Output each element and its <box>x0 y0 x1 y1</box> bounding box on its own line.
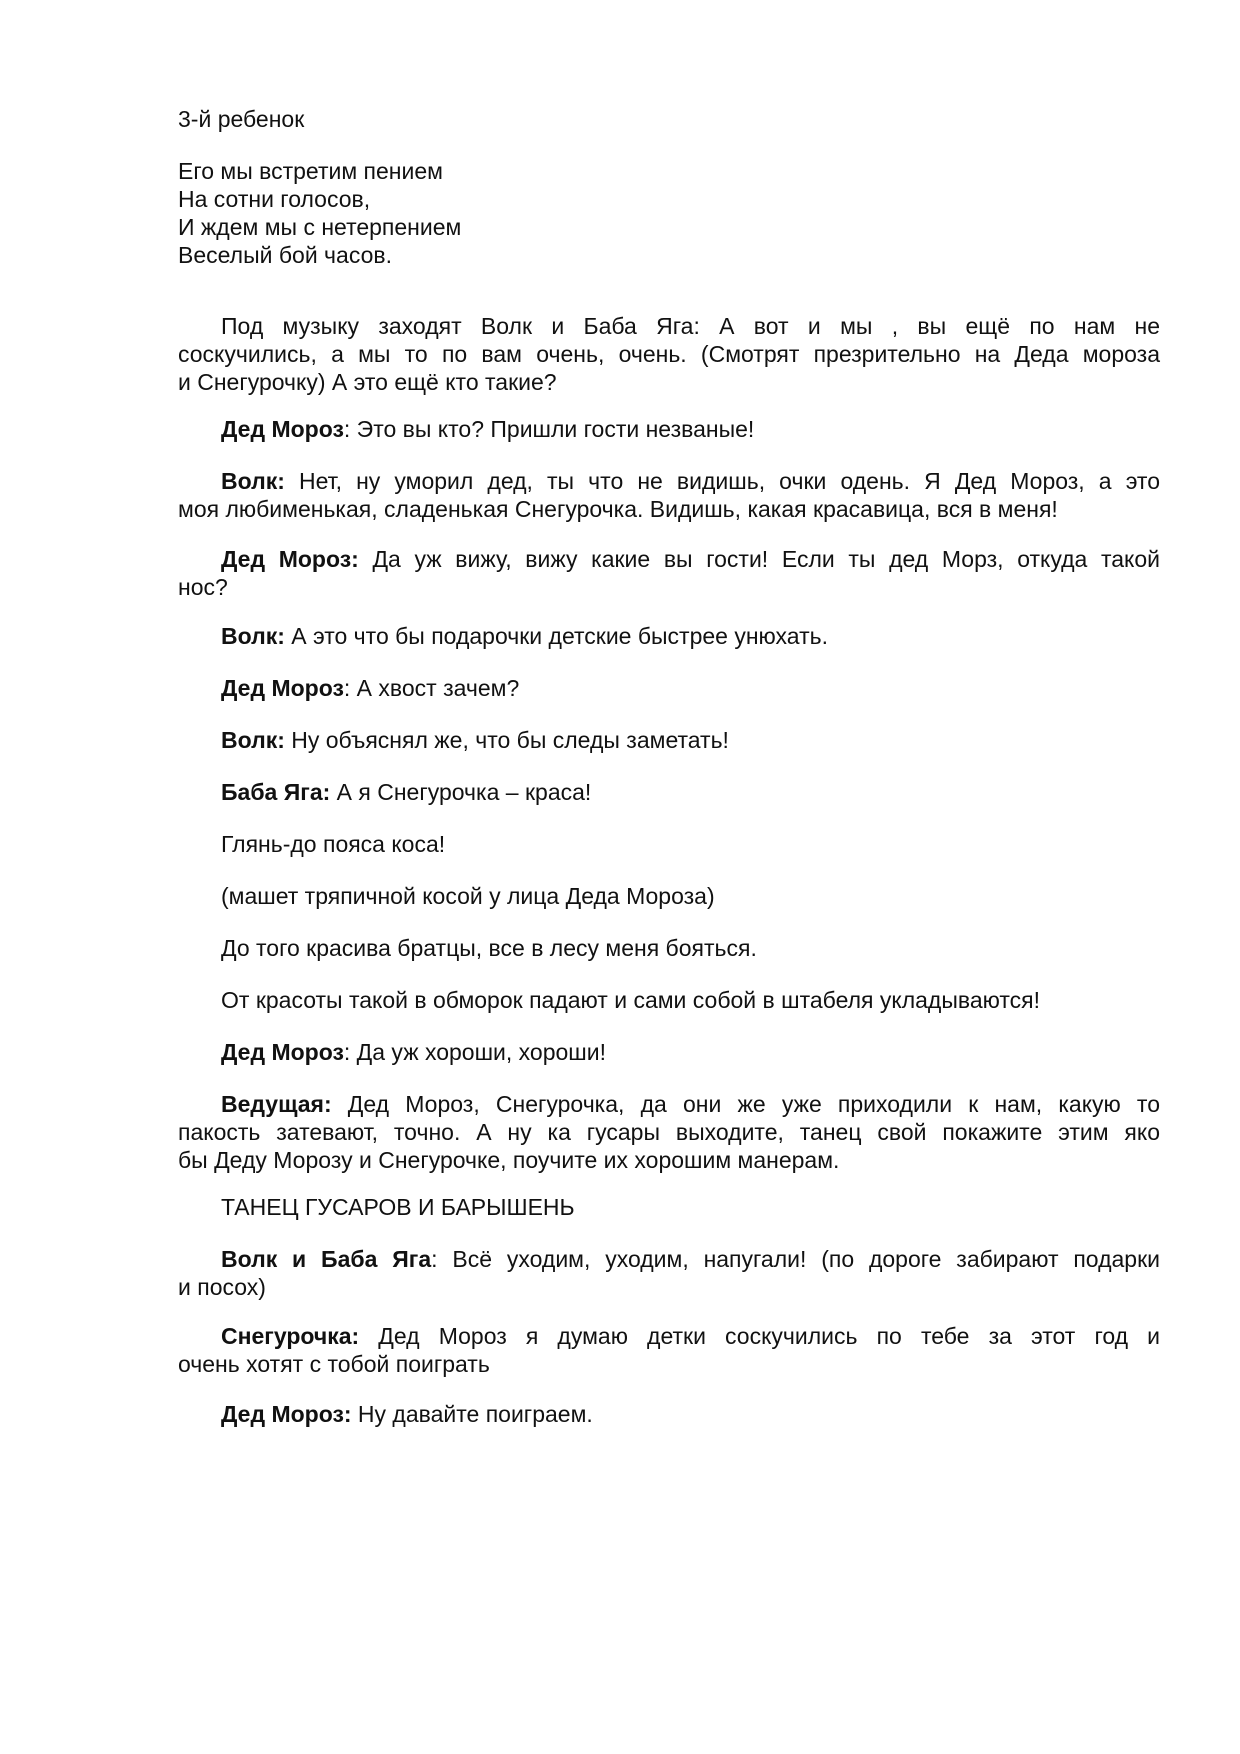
speaker-name: Дед Мороз <box>221 675 344 701</box>
dialogue-text: Нет, ну уморил дед, ты что не видишь, очки одень. Я Дед Мороз, а это <box>284 468 1160 494</box>
speaker-name: Волк: <box>221 623 285 649</box>
dialogue-text: (машет тряпичной косой у лица Деда Мороза) <box>221 883 715 909</box>
dialogue-text: Да уж вижу, вижу какие вы гости! Если ты дед Морз, откуда такой <box>358 546 1160 572</box>
dialogue-line <box>221 778 591 806</box>
dialogue-text: бы Деду Морозу и Снегурочке, поучите их хорошим манерам. <box>178 1147 840 1173</box>
dialogue-line <box>221 726 729 754</box>
dialogue-line <box>221 1038 606 1066</box>
speaker-name: Дед Мороз <box>221 1039 344 1065</box>
stage-direction <box>221 1193 575 1221</box>
dialogue-text: Дед Мороз я думаю детки соскучились по тебе за этот год и <box>359 1323 1160 1349</box>
dialogue-text: Дед Мороз, Снегурочка, да они же уже приходили к нам, какую то <box>331 1091 1160 1117</box>
dialogue-text: нос? <box>178 574 228 600</box>
verse-line: На сотни голосов, <box>178 186 371 212</box>
speaker-name: Дед Мороз: <box>221 546 359 572</box>
speaker-name: Ведущая: <box>221 1091 332 1117</box>
dialogue-line <box>221 674 519 702</box>
intro-line: соскучились, а мы то по вам очень, очень. (Смотрят презрительно на Деда мороза <box>178 341 1160 367</box>
speaker-name: Снегурочка: <box>221 1323 360 1349</box>
intro-line: и Снегурочку) А это ещё кто такие? <box>178 369 557 395</box>
verse-line: И ждем мы с нетерпением <box>178 214 462 240</box>
dialogue-text: А я Снегурочка – краса! <box>330 779 592 805</box>
dialogue-text: Ну объяснял же, что бы следы заметать! <box>284 727 729 753</box>
dialogue-text: : Да уж хороши, хороши! <box>343 1039 606 1065</box>
dialogue-text: Глянь-до пояса коса! <box>221 831 446 857</box>
speaker-name: Дед Мороз <box>221 416 344 442</box>
dialogue-text: До того красива братцы, все в лесу меня бояться. <box>221 935 757 961</box>
speaker-name: Баба Яга: <box>221 779 331 805</box>
dialogue-paragraph <box>178 1090 1160 1174</box>
dialogue-text: очень хотят с тобой поиграть <box>178 1351 490 1377</box>
dialogue-text: и посох) <box>178 1274 266 1300</box>
dialogue-text: От красоты такой в обморок падают и сами собой в штабеля укладываются! <box>221 987 1040 1013</box>
intro-paragraph <box>178 312 1160 396</box>
stage-direction <box>221 882 715 910</box>
speaker-name: Дед Мороз: <box>221 1401 352 1427</box>
dialogue-text: ТАНЕЦ ГУСАРОВ И БАРЫШЕНЬ <box>221 1194 575 1220</box>
dialogue-text: : А хвост зачем? <box>343 675 520 701</box>
dialogue-line <box>221 622 828 650</box>
speaker-name: Волк и Баба Яга <box>221 1246 432 1272</box>
dialogue-text: : Всё уходим, уходим, напугали! (по дороге забирают подарки <box>431 1246 1161 1272</box>
dialogue-line <box>221 1400 593 1428</box>
verse-line: Веселый бой часов. <box>178 242 392 268</box>
dialogue-text: А это что бы подарочки детские быстрее унюхать. <box>284 623 828 649</box>
verse-line: Его мы встретим пением <box>178 158 443 184</box>
section-heading: 3-й ребенок <box>178 106 305 132</box>
dialogue-line <box>221 934 757 962</box>
dialogue-paragraph <box>178 467 1160 523</box>
verse-stanza <box>178 157 1160 269</box>
dialogue-paragraph <box>178 545 1160 601</box>
dialogue-line <box>221 986 1040 1014</box>
dialogue-text: пакость затевают, точно. А ну ка гусары выходите, танец свой покажите этим яко <box>178 1119 1160 1145</box>
intro-line: Под музыку заходят Волк и Баба Яга: А вот и мы , вы ещё по нам не <box>221 313 1160 339</box>
dialogue-line <box>221 415 754 443</box>
dialogue-paragraph <box>178 1322 1160 1378</box>
dialogue-line <box>221 830 445 858</box>
speaker-name: Волк: <box>221 468 285 494</box>
dialogue-text: : Это вы кто? Пришли гости незваные! <box>343 416 755 442</box>
dialogue-text: моя любименькая, сладенькая Снегурочка. Видишь, какая красавица, вся в меня! <box>178 496 1058 522</box>
speaker-name: Волк: <box>221 727 285 753</box>
dialogue-text: Ну давайте поиграем. <box>351 1401 593 1427</box>
dialogue-paragraph <box>178 1245 1160 1301</box>
